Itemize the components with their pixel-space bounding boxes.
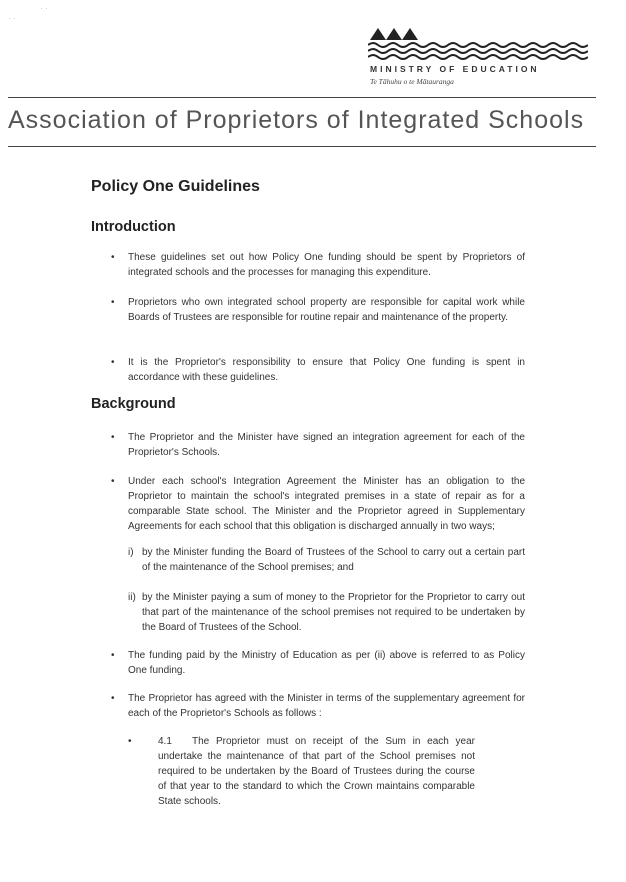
- bullet-icon: •: [111, 297, 115, 308]
- ministry-name: MINISTRY OF EDUCATION: [370, 64, 540, 74]
- logo-graphic-icon: [368, 18, 588, 62]
- header-bottom-rule: [8, 146, 596, 147]
- scan-speck: · ·: [8, 14, 16, 23]
- bullet-icon: •: [111, 357, 115, 368]
- bullet-icon: •: [111, 693, 115, 704]
- bullet-icon: •: [111, 432, 115, 443]
- bullet-icon: •: [111, 476, 115, 487]
- header-top-rule: [8, 97, 596, 98]
- ministry-logo: [368, 18, 588, 62]
- bullet-icon: •: [111, 650, 115, 661]
- bullet-icon: •: [111, 252, 115, 263]
- bullet-icon: •: [128, 736, 132, 747]
- scan-speck: · ·: [40, 4, 48, 13]
- ministry-maori-name: Te Tāhuhu o te Mātauranga: [370, 77, 454, 86]
- association-heading: Association of Proprietors of Integrated Schools: [8, 106, 585, 134]
- clause-text: The Proprietor must on receipt of the Sum in each year undertake the maintenance of that part of the School premises not required to be undertaken by the Board of Trustees during the course of that year to the standard to which the Crown maintains comparable State schools.: [158, 736, 475, 807]
- page-title: Policy One Guidelines: [91, 178, 260, 195]
- intro-heading: Introduction: [91, 219, 176, 235]
- clause-number: 4.1: [158, 736, 172, 747]
- background-heading: Background: [91, 396, 176, 412]
